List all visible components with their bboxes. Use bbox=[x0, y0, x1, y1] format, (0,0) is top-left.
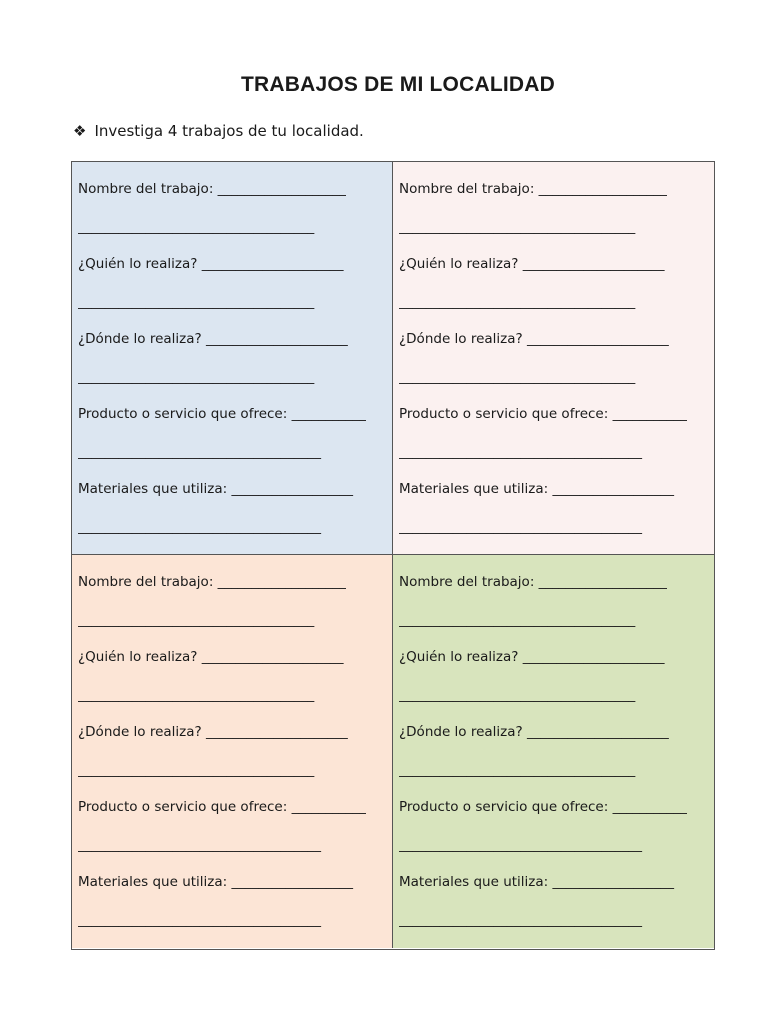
product-service-field: Producto o servicio que ofrece: ___________ bbox=[78, 799, 366, 815]
diamond-bullet-icon: ❖ bbox=[73, 122, 87, 140]
blank-line: ____________________________________ bbox=[399, 836, 642, 853]
materials-field: Materiales que utiliza: __________________ bbox=[399, 481, 674, 497]
blank-line: ____________________________________ bbox=[78, 518, 321, 535]
job-name-field: Nombre del trabajo: ___________________ bbox=[399, 181, 667, 197]
blank-line: ___________________________________ bbox=[399, 368, 636, 385]
product-service-field: Producto o servicio que ofrece: ___________ bbox=[399, 799, 687, 815]
blank-line: ___________________________________ bbox=[78, 761, 315, 778]
instruction-text: Investiga 4 trabajos de tu localidad. bbox=[94, 122, 364, 140]
who-does-it-field: ¿Quién lo realiza? _____________________ bbox=[399, 256, 665, 272]
product-service-field: Producto o servicio que ofrece: ___________ bbox=[399, 406, 687, 422]
job-card-3 bbox=[72, 555, 393, 948]
worksheet-grid bbox=[71, 161, 715, 950]
who-does-it-field: ¿Quién lo realiza? _____________________ bbox=[399, 649, 665, 665]
blank-line: ___________________________________ bbox=[78, 218, 315, 235]
blank-line: ___________________________________ bbox=[399, 686, 636, 703]
where-field: ¿Dónde lo realiza? _____________________ bbox=[399, 724, 669, 740]
blank-line: ____________________________________ bbox=[399, 443, 642, 460]
materials-field: Materiales que utiliza: __________________ bbox=[399, 874, 674, 890]
blank-line: ___________________________________ bbox=[78, 686, 315, 703]
blank-line: ___________________________________ bbox=[399, 761, 636, 778]
blank-line: ___________________________________ bbox=[78, 611, 315, 628]
job-name-field: Nombre del trabajo: ___________________ bbox=[78, 574, 346, 590]
job-card-1 bbox=[72, 162, 393, 555]
blank-line: ____________________________________ bbox=[78, 836, 321, 853]
who-does-it-field: ¿Quién lo realiza? _____________________ bbox=[78, 649, 344, 665]
instruction bbox=[73, 122, 364, 140]
where-field: ¿Dónde lo realiza? _____________________ bbox=[78, 724, 348, 740]
who-does-it-field: ¿Quién lo realiza? _____________________ bbox=[78, 256, 344, 272]
blank-line: ___________________________________ bbox=[78, 293, 315, 310]
blank-line: ____________________________________ bbox=[399, 518, 642, 535]
blank-line: ___________________________________ bbox=[399, 293, 636, 310]
where-field: ¿Dónde lo realiza? _____________________ bbox=[399, 331, 669, 347]
product-service-field: Producto o servicio que ofrece: ___________ bbox=[78, 406, 366, 422]
blank-line: ____________________________________ bbox=[78, 911, 321, 928]
materials-field: Materiales que utiliza: __________________ bbox=[78, 481, 353, 497]
materials-field: Materiales que utiliza: __________________ bbox=[78, 874, 353, 890]
page-title: TRABAJOS DE MI LOCALIDAD bbox=[241, 73, 555, 96]
blank-line: ___________________________________ bbox=[78, 368, 315, 385]
job-name-field: Nombre del trabajo: ___________________ bbox=[78, 181, 346, 197]
where-field: ¿Dónde lo realiza? _____________________ bbox=[78, 331, 348, 347]
blank-line: ___________________________________ bbox=[399, 218, 636, 235]
job-card-2 bbox=[393, 162, 714, 555]
job-name-field: Nombre del trabajo: ___________________ bbox=[399, 574, 667, 590]
blank-line: ____________________________________ bbox=[78, 443, 321, 460]
blank-line: ___________________________________ bbox=[399, 611, 636, 628]
job-card-4 bbox=[393, 555, 714, 948]
blank-line: ____________________________________ bbox=[399, 911, 642, 928]
